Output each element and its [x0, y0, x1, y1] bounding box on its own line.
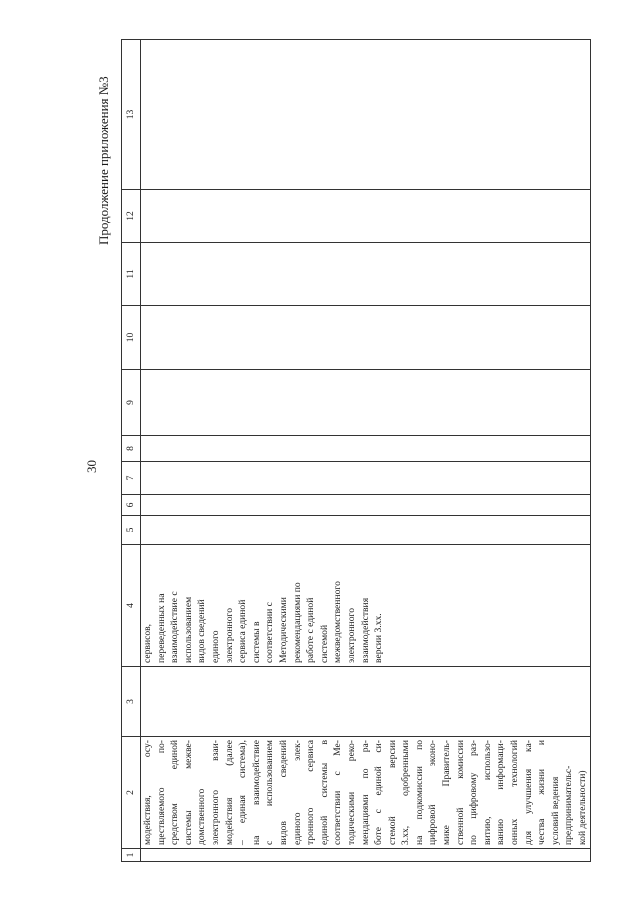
cell-col11 — [141, 243, 591, 306]
cell-text-line: с использованием — [264, 740, 276, 845]
cell-text-line: 3.хх, одобренными — [400, 740, 412, 845]
cell-text-line: чества жизни и — [536, 740, 548, 845]
column-number: 4 — [122, 545, 141, 667]
cell-text-line: онных технологий — [509, 740, 521, 845]
cell-text-line: версии 3.хх. — [373, 613, 385, 663]
cell-col9 — [141, 370, 591, 436]
cell-text-line: цифровой эконо- — [427, 740, 439, 845]
cell-text-line: электронного — [345, 608, 357, 663]
column-number: 3 — [122, 667, 141, 737]
cell-text-line: – единая система), — [237, 740, 249, 845]
cell-text-line: взаимодействия — [359, 597, 371, 663]
cell-col12 — [141, 190, 591, 243]
column-number: 13 — [122, 40, 141, 190]
column-number: 8 — [122, 436, 141, 462]
cell-text-line: кой деятельности) — [577, 770, 588, 845]
cell-text-line: системы в — [250, 621, 262, 663]
cell-col8 — [141, 436, 591, 462]
cell-text-line: единого элек- — [291, 740, 303, 845]
cell-text-line: сервиса единой — [237, 599, 249, 663]
cell-text-line: переведенных на — [155, 593, 167, 663]
cell-text-line: использованием — [182, 596, 194, 663]
cell-text-line: предпринимательс- — [563, 765, 575, 845]
cell-text-line: модействия, осу- — [142, 740, 153, 845]
cell-text-line: единого — [209, 630, 221, 663]
cell-text-line: на подкомиссии по — [413, 740, 425, 845]
cell-text-line: витию, использо- — [481, 740, 493, 845]
cell-col13 — [141, 40, 591, 190]
cell-text-line: сервисов, — [142, 623, 153, 663]
cell-text-line: межведомственного — [332, 581, 344, 663]
cell-text-line: тронного сервиса — [305, 740, 317, 845]
table-row — [141, 40, 591, 862]
cell-text-line: электронного — [223, 608, 235, 663]
cell-text-line: видов сведений — [196, 599, 208, 663]
cell-text-line: ществляемого по- — [155, 740, 167, 845]
column-number: 1 — [122, 849, 141, 862]
cell-text-line: соответствии с Ме- — [332, 740, 344, 845]
column-number: 11 — [122, 243, 141, 306]
cell-text-line: для улучшения ка- — [522, 740, 534, 845]
cell-text-line: мендациями по ра- — [359, 740, 371, 845]
column-number: 5 — [122, 516, 141, 545]
cell-col6 — [141, 495, 591, 516]
cell-col2 — [141, 737, 591, 849]
column-number: 2 — [122, 737, 141, 849]
cell-text-line: домственного — [196, 788, 208, 845]
cell-text-line: работе с единой — [305, 597, 317, 663]
column-number: 7 — [122, 462, 141, 495]
cell-text-line: видов сведений — [277, 740, 289, 845]
appendix-table — [121, 39, 591, 862]
cell-text-line: Методическими — [277, 597, 289, 663]
cell-text-line: электронного взаи- — [209, 740, 221, 845]
cell-text-line: ственной комиссии — [454, 740, 466, 845]
column-number: 6 — [122, 495, 141, 516]
page-number: 30 — [84, 460, 99, 473]
cell-text-line: ванию информаци- — [495, 740, 507, 845]
cell-text-line: соответствии с — [264, 602, 276, 663]
cell-text-line: по цифровому раз- — [468, 740, 480, 845]
column-number: 9 — [122, 370, 141, 436]
cell-col10 — [141, 306, 591, 370]
cell-text-line: рекомендациями по — [291, 582, 303, 663]
column-number: 12 — [122, 190, 141, 243]
column-number-row — [122, 40, 141, 862]
cell-text-line: на взаимодействие — [250, 740, 262, 845]
cell-text-line: единой системы в — [318, 740, 330, 845]
cell-text-line: условий ведения — [549, 776, 561, 845]
cell-col7 — [141, 462, 591, 495]
cell-col1 — [141, 849, 591, 862]
cell-text-line: модействия (далее — [223, 740, 235, 845]
cell-text-line: средством единой — [169, 740, 181, 845]
cell-text-line: тодическими реко- — [345, 740, 357, 845]
continuation-label: Продолжение приложения №3 — [96, 76, 111, 245]
cell-text-line: системой — [318, 624, 330, 663]
cell-col5 — [141, 516, 591, 545]
cell-text-line: взаимодействие с — [169, 591, 181, 663]
cell-text-line: боте с единой си- — [373, 740, 385, 845]
cell-col4 — [141, 545, 591, 667]
column-number: 10 — [122, 306, 141, 370]
cell-text-line: стемой версии — [386, 740, 398, 845]
cell-col3 — [141, 667, 591, 737]
cell-text-line: системы межве- — [182, 740, 194, 845]
cell-text-line: мике Правитель- — [441, 740, 453, 845]
